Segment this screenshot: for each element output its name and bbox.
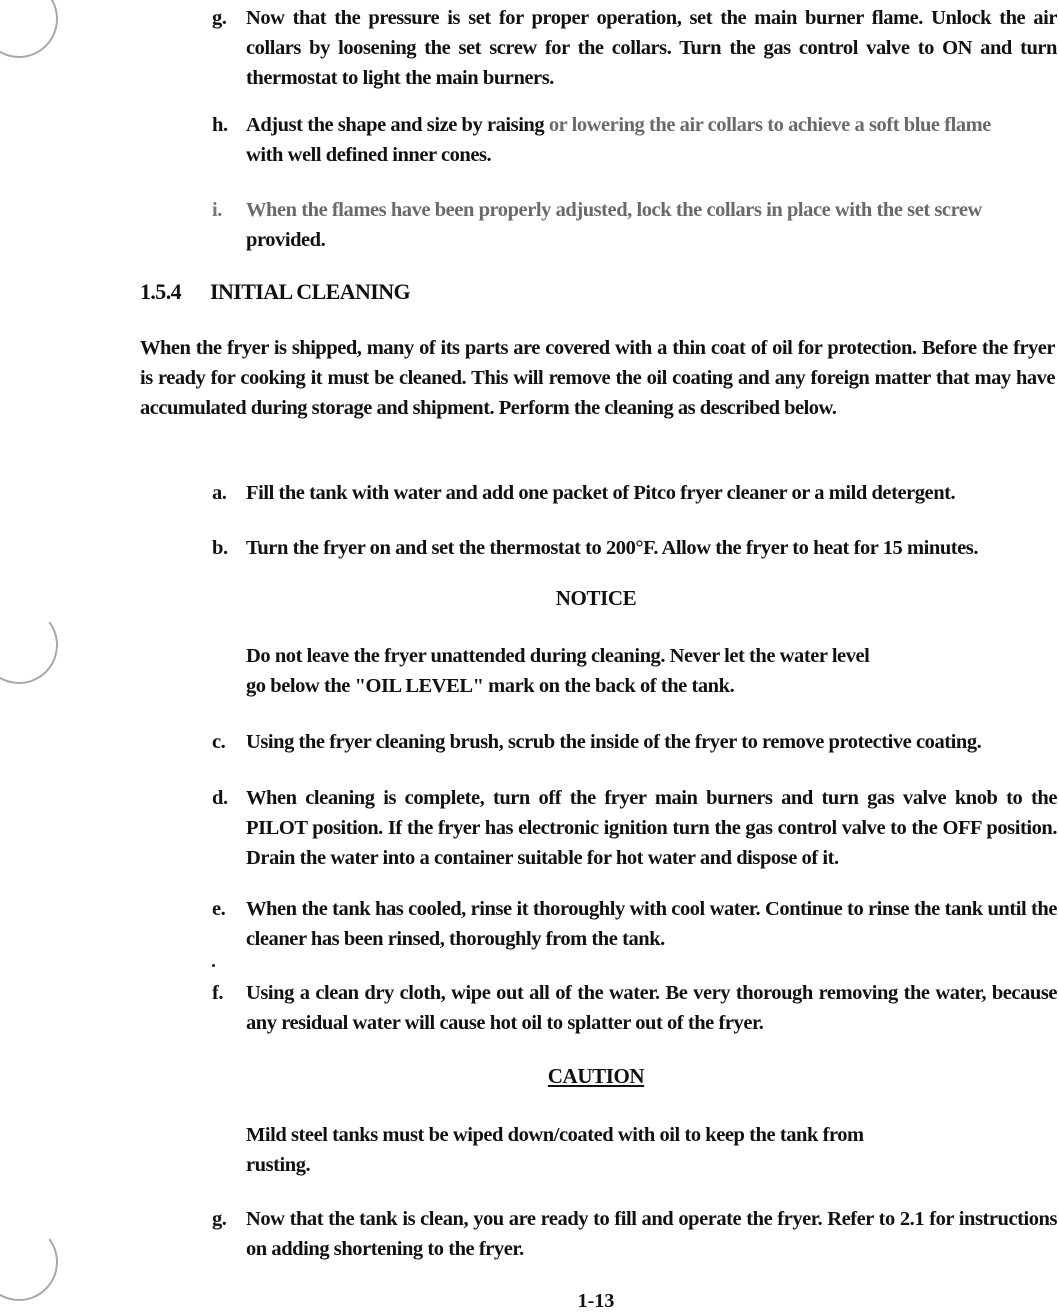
step-text: Now that the tank is clean, you are ready to fill and operate the fryer. Refer to 2.1 for instructions on adding shortening to the fryer. (246, 1208, 1057, 1260)
notice-line: Do not leave the fryer unattended during cleaning. Never let the water level (246, 645, 870, 667)
step-letter: c. (212, 731, 226, 753)
notice-line: go below the "OIL LEVEL" mark on the back of the tank. (246, 675, 735, 697)
section-title: INITIAL CLEANING (210, 279, 411, 304)
caution-body (246, 1120, 966, 1180)
step-item (212, 110, 1057, 170)
step-text-dark: Adjust the shape and size by raising (246, 114, 549, 136)
step-letter: b. (212, 537, 228, 559)
step-letter: d. (212, 787, 228, 809)
step-letter: f. (212, 982, 224, 1004)
step-item (212, 783, 1057, 873)
step-text-continued: with well defined inner cones. (246, 144, 492, 166)
section-intro: When the fryer is shipped, many of its parts are covered with a thin coat of oil for protection. Before the fryer is ready for cooking it must be cleaned. This will remove the oil coating and any foreign matter that may have accumulated during storage and shipment. Perform the cleaning as described below. (140, 337, 1055, 419)
step-text-faded: or lowering the air collars to achieve a soft blue flame (548, 114, 991, 136)
step-letter: g. (212, 1208, 227, 1230)
step-text: When the tank has cooled, rinse it thoroughly with cool water. Continue to rinse the tank until the cleaner has been rinsed, thoroughly from the tank. (246, 898, 1057, 950)
step-letter: a. (212, 482, 227, 504)
caution-title: CAUTION (547, 1064, 645, 1088)
step-item (212, 478, 1057, 508)
step-item (212, 978, 1057, 1038)
step-item (212, 195, 1057, 255)
step-text-faded: When the flames have been properly adjusted, lock the collars in place with the set screw (246, 199, 982, 221)
step-letter: h. (212, 114, 228, 136)
caution-line: Mild steel tanks must be wiped down/coated with oil to keep the tank from (246, 1124, 864, 1146)
stray-mark (212, 964, 215, 967)
step-text: Using the fryer cleaning brush, scrub the inside of the fryer to remove protective coating. (246, 731, 982, 753)
punch-hole-mark (0, 0, 63, 63)
step-item (212, 3, 1057, 93)
step-item (212, 1204, 1057, 1264)
notice-title: NOTICE (555, 586, 637, 610)
step-item (212, 894, 1057, 954)
step-letter: e. (212, 898, 226, 920)
punch-hole-mark (0, 601, 63, 689)
notice-body (246, 641, 966, 701)
step-text (246, 195, 1057, 255)
section-heading (140, 279, 410, 305)
page-number: 1-13 (577, 1290, 615, 1312)
step-item (212, 727, 1057, 757)
section-number: 1.5.4 (140, 279, 182, 304)
step-letter: i. (212, 199, 222, 221)
step-text (246, 110, 1057, 170)
step-text: Turn the fryer on and set the thermostat to 200°F. Allow the fryer to heat for 15 minutes. (246, 537, 979, 559)
step-item (212, 533, 1057, 563)
step-text: Fill the tank with water and add one packet of Pitco fryer cleaner or a mild detergent. (246, 482, 956, 504)
step-text-continued: provided. (246, 229, 326, 251)
step-text: Using a clean dry cloth, wipe out all of the water. Be very thorough removing the water, because any residual water will cause hot oil to splatter out of the fryer. (246, 982, 1057, 1034)
caution-line: rusting. (246, 1154, 311, 1176)
step-text: When cleaning is complete, turn off the fryer main burners and turn gas valve knob to the PILOT position. If the fryer has electronic ignition turn the gas control valve to the OFF position. Drain the water into a container suitable for hot water and dispose of it. (246, 787, 1057, 869)
step-letter: g. (212, 7, 227, 29)
step-text: Now that the pressure is set for proper operation, set the main burner flame. Unlock the air collars by loosening the set screw for the collars. Turn the gas control valve to ON and turn thermostat to light the main burners. (246, 7, 1057, 89)
